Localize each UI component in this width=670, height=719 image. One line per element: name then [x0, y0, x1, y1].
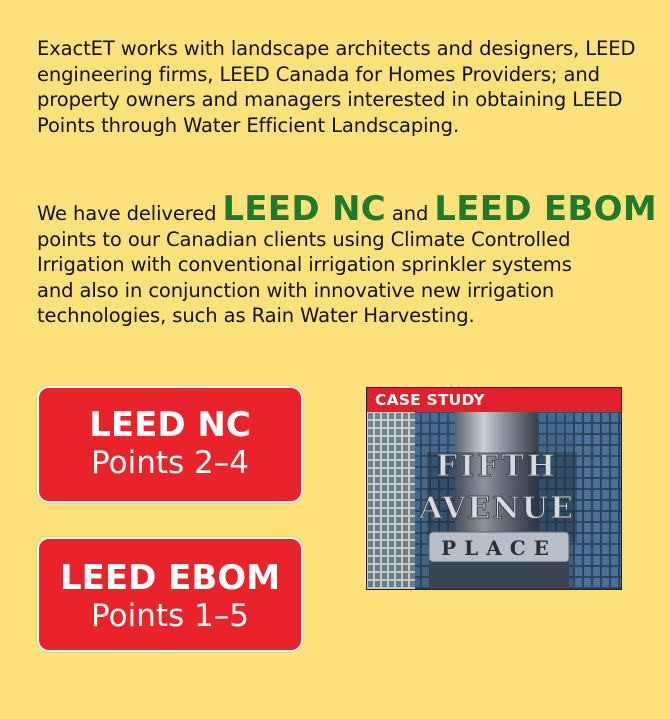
leed-nc-badge-points: Points 2–4 — [91, 445, 249, 481]
sign-line-2: AVENUE — [419, 491, 575, 526]
delivered-first-line — [37, 189, 657, 229]
delivered-paragraph — [37, 189, 657, 329]
fifth-avenue-place-photo — [367, 412, 622, 590]
leed-ebom-highlight: LEED EBOM — [434, 189, 657, 229]
delivered-prefix: We have delivered — [37, 202, 217, 225]
leed-ebom-badge[interactable] — [37, 537, 303, 652]
delivered-line: points to our Canadian clients using Climate Controlled — [37, 227, 571, 251]
intro-line: Points through Water Efficient Landscaping. — [37, 113, 460, 137]
leed-ebom-badge-points: Points 1–5 — [91, 598, 249, 634]
case-study-label: CASE STUDY — [367, 388, 621, 412]
leed-nc-highlight: LEED NC — [222, 189, 386, 229]
delivered-and: and — [391, 202, 429, 225]
leed-ebom-badge-title: LEED EBOM — [59, 558, 281, 598]
delivered-line: technologies, such as Rain Water Harvesting. — [37, 304, 475, 327]
sign-line-1: FIFTH — [435, 449, 559, 484]
intro-line: property owners and managers interested in obtaining LEED — [37, 88, 623, 111]
leed-nc-badge-title: LEED NC — [89, 405, 251, 445]
delivered-line: Irrigation with conventional irrigation sprinkler systems — [37, 253, 572, 276]
intro-line: ExactET works with landscape architects and designers, LEED — [37, 37, 636, 60]
sign-line-3: PLACE — [441, 536, 557, 560]
case-study-card[interactable] — [366, 387, 622, 590]
leed-nc-badge[interactable] — [37, 386, 303, 503]
intro-line: engineering firms, LEED Canada for Homes Providers; and — [37, 62, 600, 86]
delivered-line: and also in conjunction with innovative new irrigation — [37, 278, 555, 302]
intro-paragraph — [37, 36, 647, 138]
